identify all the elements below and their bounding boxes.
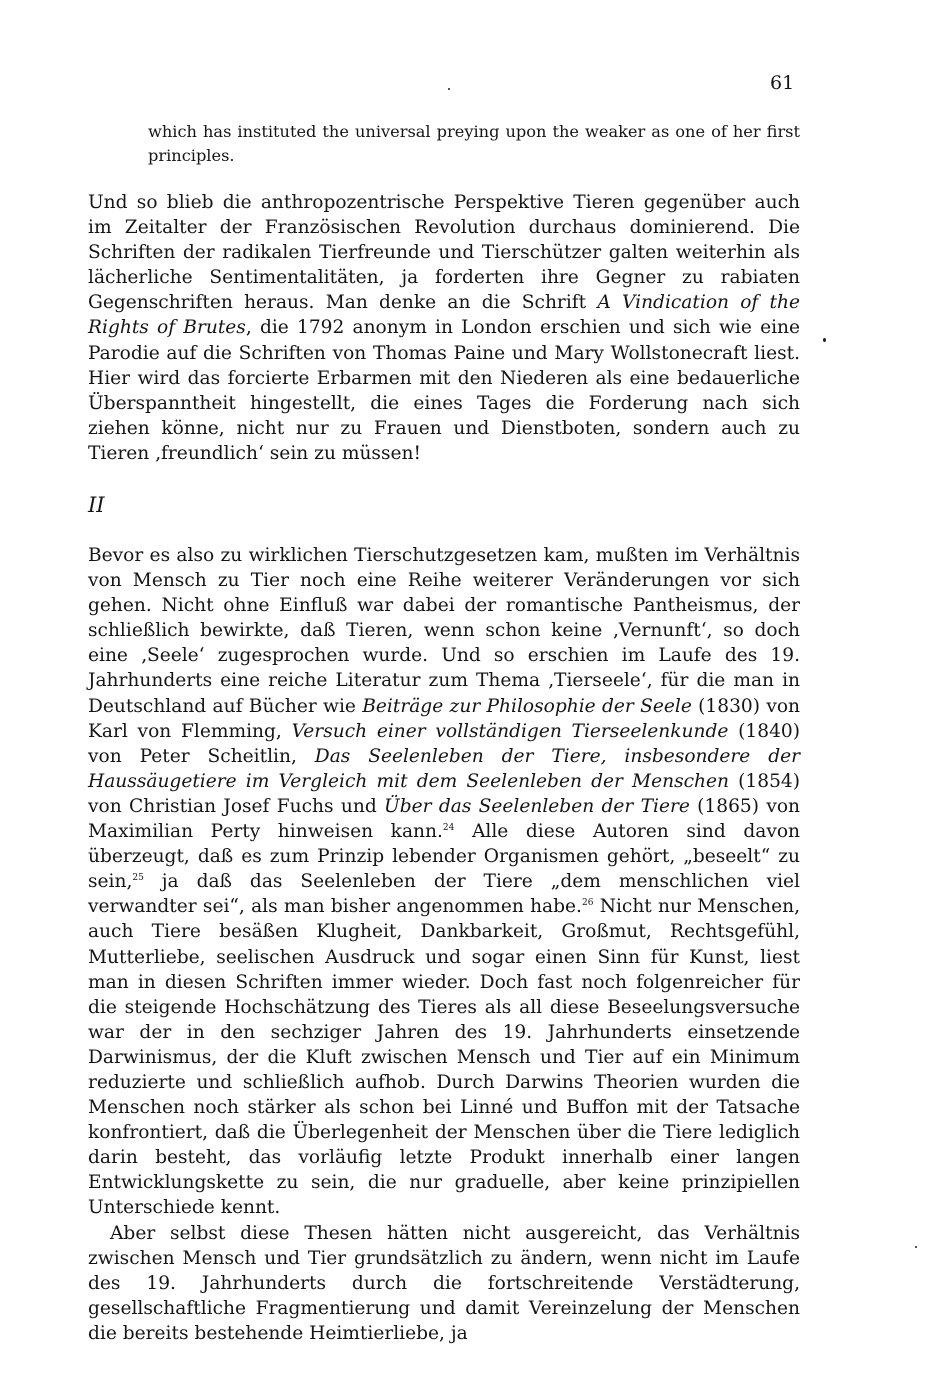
paragraph-tierseele	[88, 543, 800, 1346]
book-title: Das Seelenleben der Tiere, insbesondere der Haussäugetiere im Vergleich mit dem Seelenleben der Menschen	[88, 745, 800, 792]
margin-speck	[915, 1246, 917, 1248]
book-title: Über das Seelenleben der Tiere	[384, 795, 690, 817]
paragraph-segment: Bevor es also zu wirklichen Tierschutzgesetzen kam, mußten im Verhältnis von Mensch zu Tier noch eine Reihe weiterer Veränderungen vor sich gehen. Nicht ohne Einfluß war dabei der romantische Pantheismus, der schließlich bewirkte, daß Tieren, wenn schon keine ‚Vernunft‘, so doch eine ‚Seele‘ zugesprochen wurde. Und so erschien im Laufe des 19. Jahrhunderts eine reiche Literatur zum Thema ‚Tierseele‘, für die man in Deutschland auf Bücher wie	[88, 545, 800, 717]
paragraph-segment: Alle diese Autoren sind davon überzeugt, daß es zum Prinzip lebender Organismen gehört, „beseelt“ zu sein,	[88, 821, 800, 893]
paragraph-segment: (1830) von Karl von Flemming,	[88, 695, 800, 742]
paragraph-revolution	[88, 190, 800, 466]
paragraph-segment: ja daß das Seelenleben der Tiere „dem menschlichen viel verwandter sei“, als man bisher angenommen habe.	[88, 871, 800, 918]
paragraph-text: Aber selbst diese Thesen hätten nicht ausgereicht, das Verhältnis zwischen Mensch und Tier grundsätzlich zu ändern, wenn nicht im Laufe des 19. Jahrhunderts durch die fortschreitende Verstädterung, gesellschaftliche Fragmentierung und damit Vereinzelung der Menschen die bereits bestehende Heimtierliebe, ja	[88, 1222, 800, 1344]
footnote-marker[interactable]: 25	[132, 873, 144, 884]
paragraph-segment: (1865) von Maximilian Perty hinweisen kann.	[88, 795, 800, 843]
section-heading: II	[88, 493, 105, 517]
paragraph-segment: , die 1792 anonym in London erschien und sich wie eine Parodie auf die Schriften von Thomas Paine und Mary Wollstonecraft liest. Hier wird das forcierte Erbarmen mit den Niederen als eine bedauerliche Überspanntheit hingestellt, die eines Tages die Forderung nach sich ziehen könne, nicht nur zu Frauen und Dienstboten, sondern auch zu Tieren ‚freundlich‘ sein zu müssen!	[88, 317, 800, 464]
paragraph-text	[88, 190, 800, 466]
block-quote: which has instituted the universal preying upon the weaker as one of her first principles.	[148, 122, 800, 165]
speck-mark	[448, 88, 450, 90]
book-title: Beiträge zur Philosophie der Seele	[362, 695, 692, 717]
book-title: A Vindication of the Rights of Brutes	[88, 292, 800, 339]
paragraph-text	[88, 543, 800, 1221]
book-title: Versuch einer vollständigen Tierseelenkunde	[291, 720, 729, 742]
footnote-marker[interactable]: 26	[581, 898, 594, 909]
page-number: 61	[770, 72, 795, 94]
paragraph-segment: Nicht nur Menschen, auch Tiere besäßen Klugheit, Dankbarkeit, Großmut, Rechtsgefühl, Mutterliebe, seelischen Ausdruck und sogar einen Sinn für Kunst, liest man in diesen Schriften immer wieder. Doch fast noch folgenreicher für die steigende Hochschätzung des Tieres als all diese Beseelungsversuche war der in den sechziger Jahren des 19. Jahrhunderts einsetzende Darwinismus, der die Kluft zwischen Mensch und Tier auf ein Minimum reduzierte und schließlich aufhob. Durch Darwins Theorien wurden die Menschen noch stärker als schon bei Linné und Buffon mit der Tatsache konfrontiert, daß die Überlegenheit der Menschen über die Tiere lediglich darin besteht, das vorläufig letzte Produkt innerhalb einer langen Entwicklungskette zu sein, die nur graduelle, aber keine prinzipiellen Unterschiede kennt.	[88, 896, 800, 1219]
paragraph-segment: Und so blieb die anthropozentrische Perspektive Tieren gegenüber auch im Zeitalter der Französischen Revolution durchaus dominierend. Die Schriften der radikalen Tierfreunde und Tierschützer galten weiterhin als lächerliche Sentimentalitäten, ja forderten ihre Gegner zu rabiaten Gegenschriften heraus. Man denke an die Schrift	[88, 192, 800, 314]
paragraph-segment: (1854) von Christian Josef Fuchs und	[88, 770, 800, 817]
paragraph-segment: (1840) von Peter Scheitlin,	[88, 720, 800, 767]
footnote-marker[interactable]: 24	[442, 823, 455, 834]
margin-mark	[823, 338, 826, 342]
